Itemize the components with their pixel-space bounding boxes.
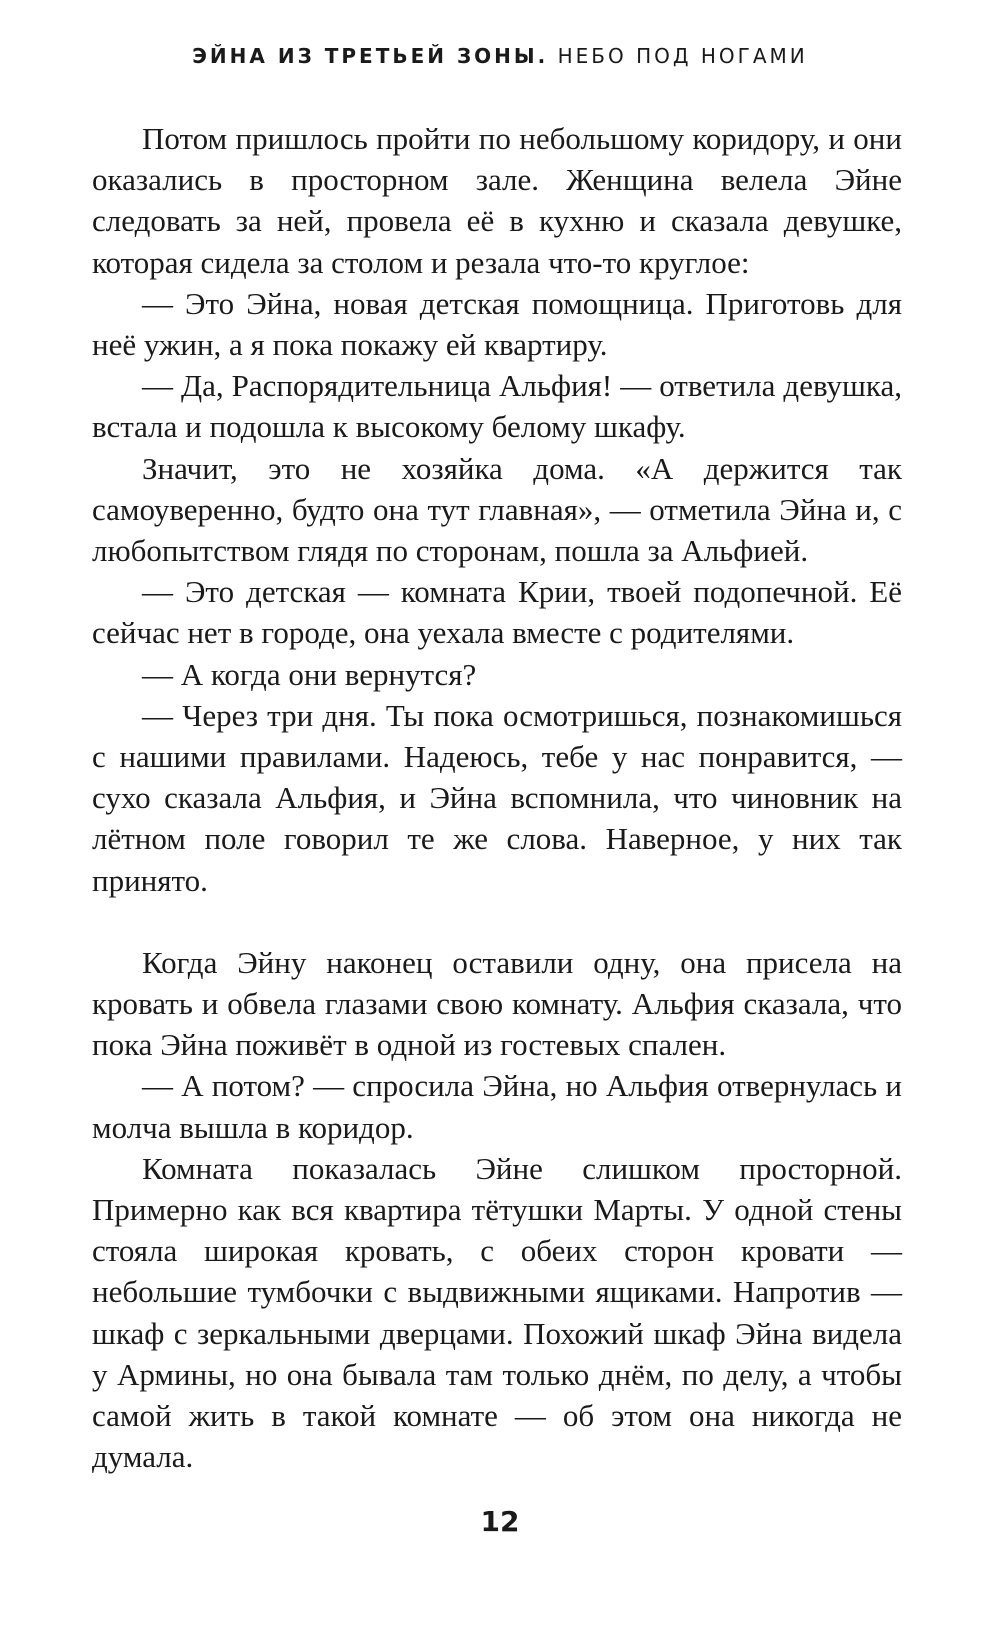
paragraph: Когда Эйну наконец оставили одну, она присела на кровать и обвела глазами свою комнату. Альфия сказала, что пока Эйна поживёт в одной из гостевых спален. — [92, 944, 902, 1063]
book-subtitle: НЕБО ПОД НОГАМИ — [557, 44, 808, 68]
paragraph: — А потом? — спросила Эйна, но Альфия отвернулась и молча вышла в коридор. — [92, 1068, 902, 1145]
paragraph: — Через три дня. Ты пока осмотришься, познакомишься с нашими правилами. Надеюсь, тебе у нас понравится, — сухо сказала Альфия, и Эйна вспомнила, что чиновник на лётном поле говорил те же слова. Наверное, у них так принято. — [92, 697, 902, 898]
running-header — [0, 42, 1000, 70]
paragraph: — Это детская — комната Крии, твоей подопечной. Её сейчас нет в городе, она уехала вместе с родителями. — [92, 574, 902, 651]
body-text — [92, 118, 902, 1478]
paragraph: — Да, Распорядительница Альфия! — ответила девушка, встала и подошла к высокому белому шкафу. — [92, 368, 902, 445]
book-title: ЭЙНА ИЗ ТРЕТЬЕЙ ЗОНЫ. — [192, 44, 549, 68]
paragraph: Комната показалась Эйне слишком просторной. Примерно как вся квартира тётушки Марты. У одной стены стояла широкая кровать, с обеих сторон кровати — небольшие тумбочки с выдвижными ящиками. Напротив — шкаф с зеркальными дверцами. Похожий шкаф Эйна видела у Армины, но она бывала там только днём, по делу, а чтобы самой жить в такой комнате — об этом она никогда не думала. — [92, 1150, 902, 1475]
paragraph: Потом пришлось пройти по небольшому коридору, и они оказались в просторном зале. Женщина велела Эйне следовать за ней, провела её в кухню и сказала девушке, которая сидела за столом и резала что-то круглое: — [92, 121, 902, 280]
page-number: 12 — [480, 1505, 520, 1538]
paragraph: Значит, это не хозяйка дома. «А держится так самоуверенно, будто она тут главная», — отметила Эйна и, с любопытством глядя по сторонам, пошла за Альфией. — [92, 450, 902, 569]
paragraph: — Это Эйна, новая детская помощница. Приготовь для неё ужин, а я пока покажу ей квартиру. — [92, 285, 902, 363]
paragraph: — А когда они вернутся? — [142, 656, 477, 692]
